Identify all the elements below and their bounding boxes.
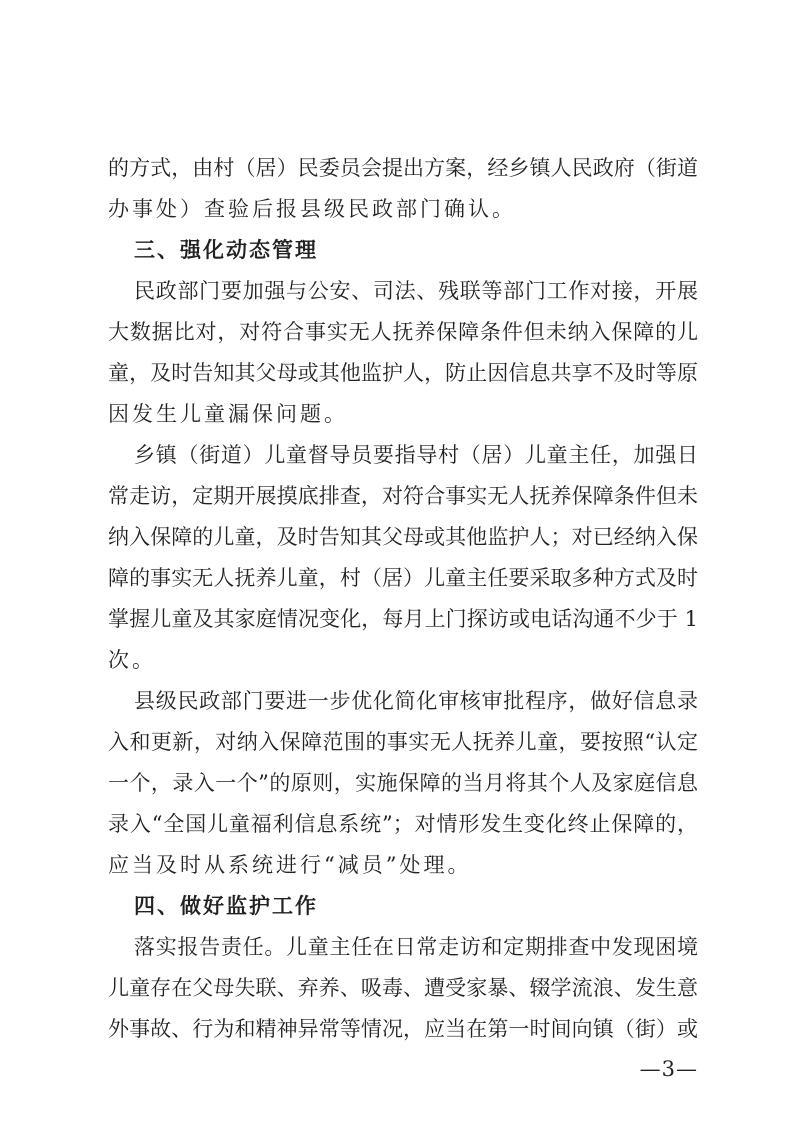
body-line: 民政部门要加强与公安、司法、残联等部门工作对接，开展: [134, 279, 698, 303]
section-heading: 三、强化动态管理: [134, 238, 318, 262]
body-line: 一个，录入一个”的原则，实施保障的当月将其个人及家庭信息: [108, 771, 698, 795]
body-line: 儿童存在父母失联、弃养、吸毒、遭受家暴、辍学流浪、发生意: [108, 976, 698, 1000]
body-line: 常走访，定期开展摸底排查，对符合事实无人抚养保障条件但未: [108, 484, 698, 508]
body-line: 办事处）查验后报县级民政部门确认。: [108, 197, 516, 221]
body-line: 落实报告责任。儿童主任在日常走访和定期排查中发现困境: [134, 935, 698, 959]
body-line: 应当及时从系统进行“减员”处理。: [108, 853, 472, 877]
body-line: 因发生儿童漏保问题。: [108, 402, 348, 426]
body-line: 障的事实无人抚养儿童，村（居）儿童主任要采取多种方式及时: [108, 566, 698, 590]
body-line: 掌握儿童及其家庭情况变化，每月上门探访或电话沟通不少于 1: [108, 607, 698, 631]
body-line: 的方式，由村（居）民委员会提出方案，经乡镇人民政府（街道: [108, 156, 698, 180]
body-line: 乡镇（街道）儿童督导员要指导村（居）儿童主任，加强日: [134, 443, 698, 467]
body-line: 入和更新，对纳入保障范围的事实无人抚养儿童，要按照“认定: [108, 730, 698, 754]
body-line: 次。: [108, 648, 156, 672]
body-line: 外事故、行为和精神异常等情况，应当在第一时间向镇（街）或: [108, 1017, 698, 1041]
body-line: 录入“全国儿童福利信息系统”；对情形发生变化终止保障的，: [108, 812, 698, 836]
body-line: 童，及时告知其父母或其他监护人，防止因信息共享不及时等原: [108, 361, 698, 385]
body-line: 纳入保障的儿童，及时告知其父母或其他监护人；对已经纳入保: [108, 525, 698, 549]
page-number: —3—: [639, 1057, 698, 1081]
body-line: 县级民政部门要进一步优化简化审核审批程序，做好信息录: [134, 689, 698, 713]
section-heading: 四、做好监护工作: [134, 894, 318, 918]
body-line: 大数据比对，对符合事实无人抚养保障条件但未纳入保障的儿: [108, 320, 698, 344]
